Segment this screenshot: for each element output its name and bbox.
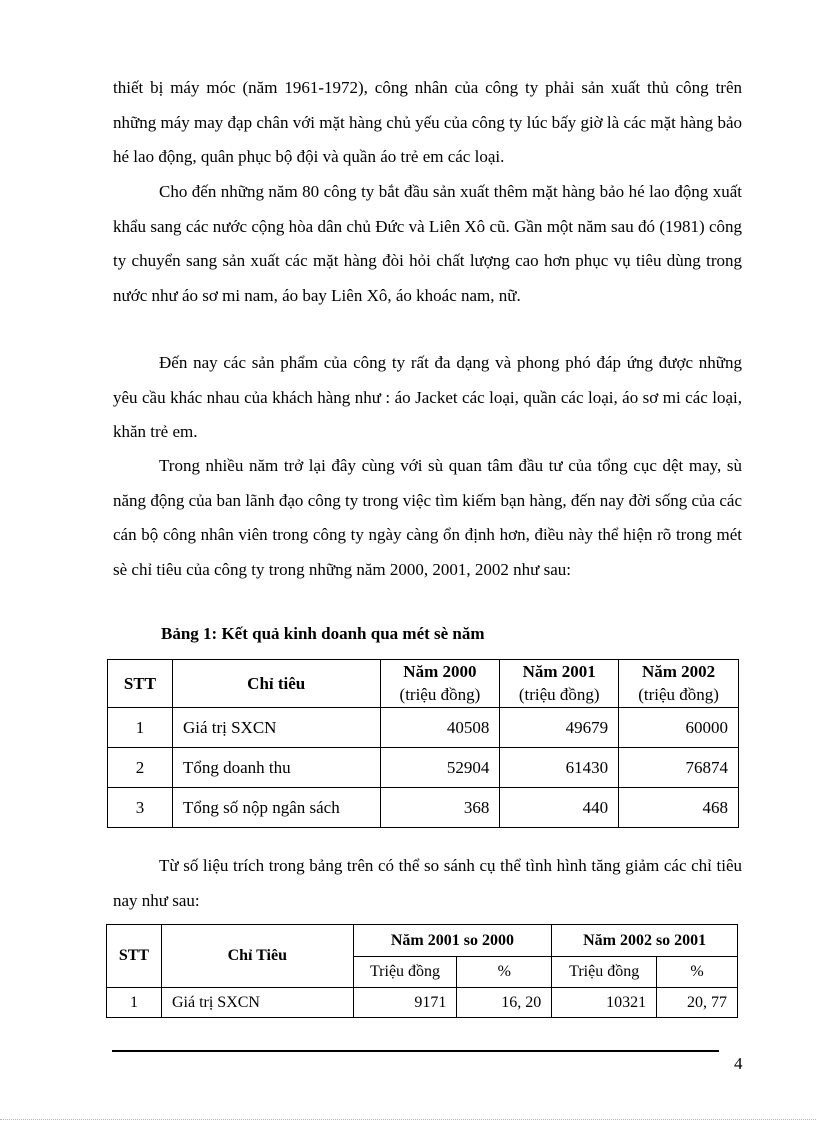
row-value: 52904 (380, 748, 500, 788)
comparison-table (106, 924, 738, 1018)
table2-subheader-million: Triệu đồng (552, 957, 657, 988)
row-value: 60000 (619, 708, 739, 748)
page-number: 4 (734, 1054, 743, 1073)
table1-header-row (108, 660, 739, 684)
page-edge-dots (0, 1119, 816, 1120)
table2-subheader-percent: % (657, 957, 738, 988)
table-row (108, 788, 739, 828)
row-value: 40508 (380, 708, 500, 748)
table2-header-2001-vs-2000: Năm 2001 so 2000 (353, 925, 552, 957)
business-results-table (107, 659, 739, 828)
table2-header-stt: STT (107, 925, 162, 988)
table1-unit: (triệu đồng) (619, 684, 739, 708)
table1-header-stt: STT (108, 660, 173, 708)
table-row (107, 988, 738, 1018)
row-value: 10321 (552, 988, 657, 1018)
row-value: 440 (500, 788, 619, 828)
row-indicator: Giá trị SXCN (161, 988, 353, 1018)
row-value: 49679 (500, 708, 619, 748)
table2-subheader-million: Triệu đồng (353, 957, 457, 988)
row-stt: 2 (108, 748, 173, 788)
table2-subheader-percent: % (457, 957, 552, 988)
footer-rule (112, 1050, 719, 1052)
row-stt: 3 (108, 788, 173, 828)
table1-caption: Bảng 1: Kết quả kinh doanh qua mét sè năm (161, 624, 485, 643)
table1-unit: (triệu đồng) (500, 684, 619, 708)
paragraph-2: Cho đến những năm 80 công ty bắt đầu sản xuất thêm mặt hàng bảo hé lao động xuất khẩu sang các nước cộng hòa dân chủ Đức và Liên Xô cũ. Gần một năm sau đó (1981) công ty chuyển sang sản xuất các mặt hàng đòi hỏi chất lượng cao hơn phục vụ tiêu dùng trong nước như áo sơ mi nam, áo bay Liên Xô, áo khoác nam, nữ. (113, 182, 742, 305)
row-value: 20, 77 (657, 988, 738, 1018)
row-indicator: Tổng doanh thu (172, 748, 380, 788)
table-row (108, 708, 739, 748)
table2-header-indicator: Chỉ Tiêu (161, 925, 353, 988)
table1-header-indicator: Chỉ tiêu (172, 660, 380, 708)
paragraph-4: Trong nhiều năm trở lại đây cùng với sù quan tâm đầu tư của tổng cục dệt may, sù năng động của ban lãnh đạo công ty trong việc tìm kiếm bạn hàng, đến nay đời sống của các cán bộ công nhân viên trong công ty ngày càng ổn định hơn, điều này thể hiện rõ trong mét sè chỉ tiêu của công ty trong những năm 2000, 2001, 2002 như sau: (113, 456, 742, 579)
row-indicator: Tổng số nộp ngân sách (172, 788, 380, 828)
table1-unit: (triệu đồng) (380, 684, 500, 708)
row-stt: 1 (108, 708, 173, 748)
table1-header-year-2002: Năm 2002 (619, 660, 739, 684)
paragraph-1: thiết bị máy móc (năm 1961-1972), công nhân của công ty phải sản xuất thủ công trên những máy may đạp chân với mặt hàng chủ yếu của công ty lúc bấy giờ là các mặt hàng bảo hé lao động, quân phục bộ đội và quần áo trẻ em các loại. (113, 78, 742, 166)
table1-header-year-2000: Năm 2000 (380, 660, 500, 684)
row-indicator: Giá trị SXCN (172, 708, 380, 748)
table2-header-row (107, 925, 738, 957)
table1-header-year-2001: Năm 2001 (500, 660, 619, 684)
row-value: 368 (380, 788, 500, 828)
row-value: 16, 20 (457, 988, 552, 1018)
row-value: 76874 (619, 748, 739, 788)
paragraph-5: Từ số liệu trích trong bảng trên có thể so sánh cụ thể tình hình tăng giảm các chỉ tiêu nay như sau: (113, 856, 742, 910)
row-stt: 1 (107, 988, 162, 1018)
table2-header-2002-vs-2001: Năm 2002 so 2001 (552, 925, 738, 957)
row-value: 61430 (500, 748, 619, 788)
paragraph-3: Đến nay các sản phẩm của công ty rất đa dạng và phong phó đáp ứng được những yêu cầu khác nhau của khách hàng như : áo Jacket các loại, quần các loại, áo sơ mi các loại, khăn trẻ em. (113, 353, 742, 441)
row-value: 9171 (353, 988, 457, 1018)
table-row (108, 748, 739, 788)
row-value: 468 (619, 788, 739, 828)
